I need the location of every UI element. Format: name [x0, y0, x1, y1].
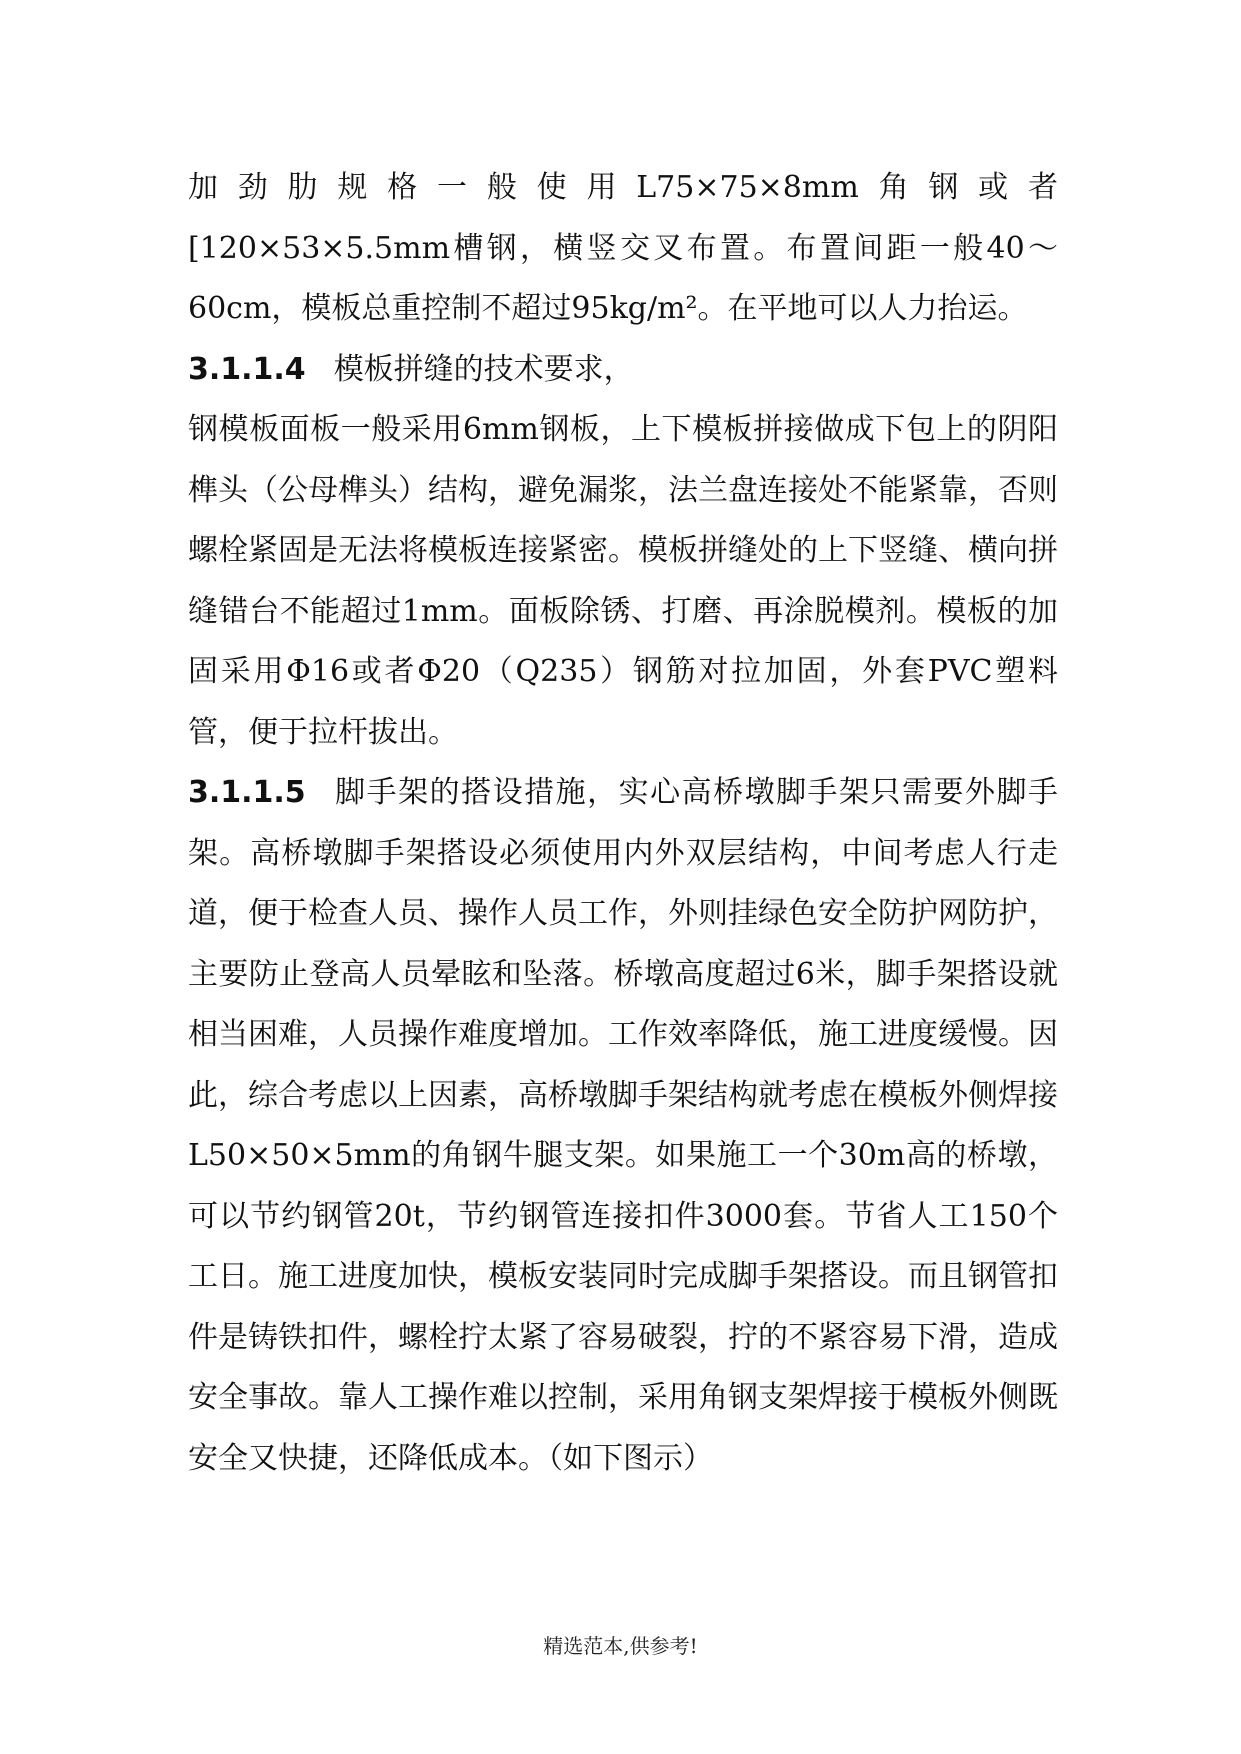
section-number: 3.1.1.5: [188, 775, 306, 810]
page-footer: 精选范本,供参考!: [543, 1634, 698, 1658]
document-body: [188, 158, 1058, 1489]
section-3-1-1-5: [188, 763, 1058, 1489]
section-number: 3.1.1.4: [188, 351, 306, 387]
paragraph-stiffener-spec: 加劲肋规格一般使用L75×75×8mm角钢或者[120×53×5.5mm槽钢，横竖交叉布置。布置间距一般40～60cm，模板总重控制不超过95kg/m²。在平地可以人力抬运。: [188, 170, 1058, 326]
paragraph-panel-joint: 钢模板面板一般采用6mm钢板，上下模板拼接做成下包上的阴阳榫头（公母榫头）结构，避免漏浆，法兰盘连接处不能紧靠，否则螺栓紧固是无法将模板连接紧密。模板拼缝处的上下竖缝、横向拼缝错台不能超过1mm。面板除锈、打磨、再涂脱模剂。模板的加固采用Φ16或者Φ20（Q235）钢筋对拉加固，外套PVC塑料管，便于拉杆拔出。: [188, 412, 1058, 750]
section-heading-3-1-1-4: [188, 340, 1058, 401]
section-text: 脚手架的搭设措施，实心高桥墩脚手架只需要外脚手架。高桥墩脚手架搭设必须使用内外双层结构，中间考虑人行走道，便于检查人员、操作人员工作，外则挂绿色安全防护网防护，主要防止登高人员晕眩和坠落。桥墩高度超过6米，脚手架搭设就相当困难，人员操作难度增加。工作效率降低，施工进度缓慢。因此，综合考虑以上因素，高桥墩脚手架结构就考虑在模板外侧焊接L50×50×5mm的角钢牛腿支架。如果施工一个30m高的桥墩，可以节约钢管20t，节约钢管连接扣件3000套。节省人工150个工日。施工进度加快，模板安装同时完成脚手架搭设。而且钢管扣件是铸铁扣件，螺栓拧太紧了容易破裂，拧的不紧容易下滑，造成安全事故。靠人工操作难以控制，采用角钢支架焊接于模板外侧既安全又快捷，还降低成本。（如下图示）: [188, 775, 1058, 1476]
section-title: 模板拼缝的技术要求，: [333, 351, 634, 387]
